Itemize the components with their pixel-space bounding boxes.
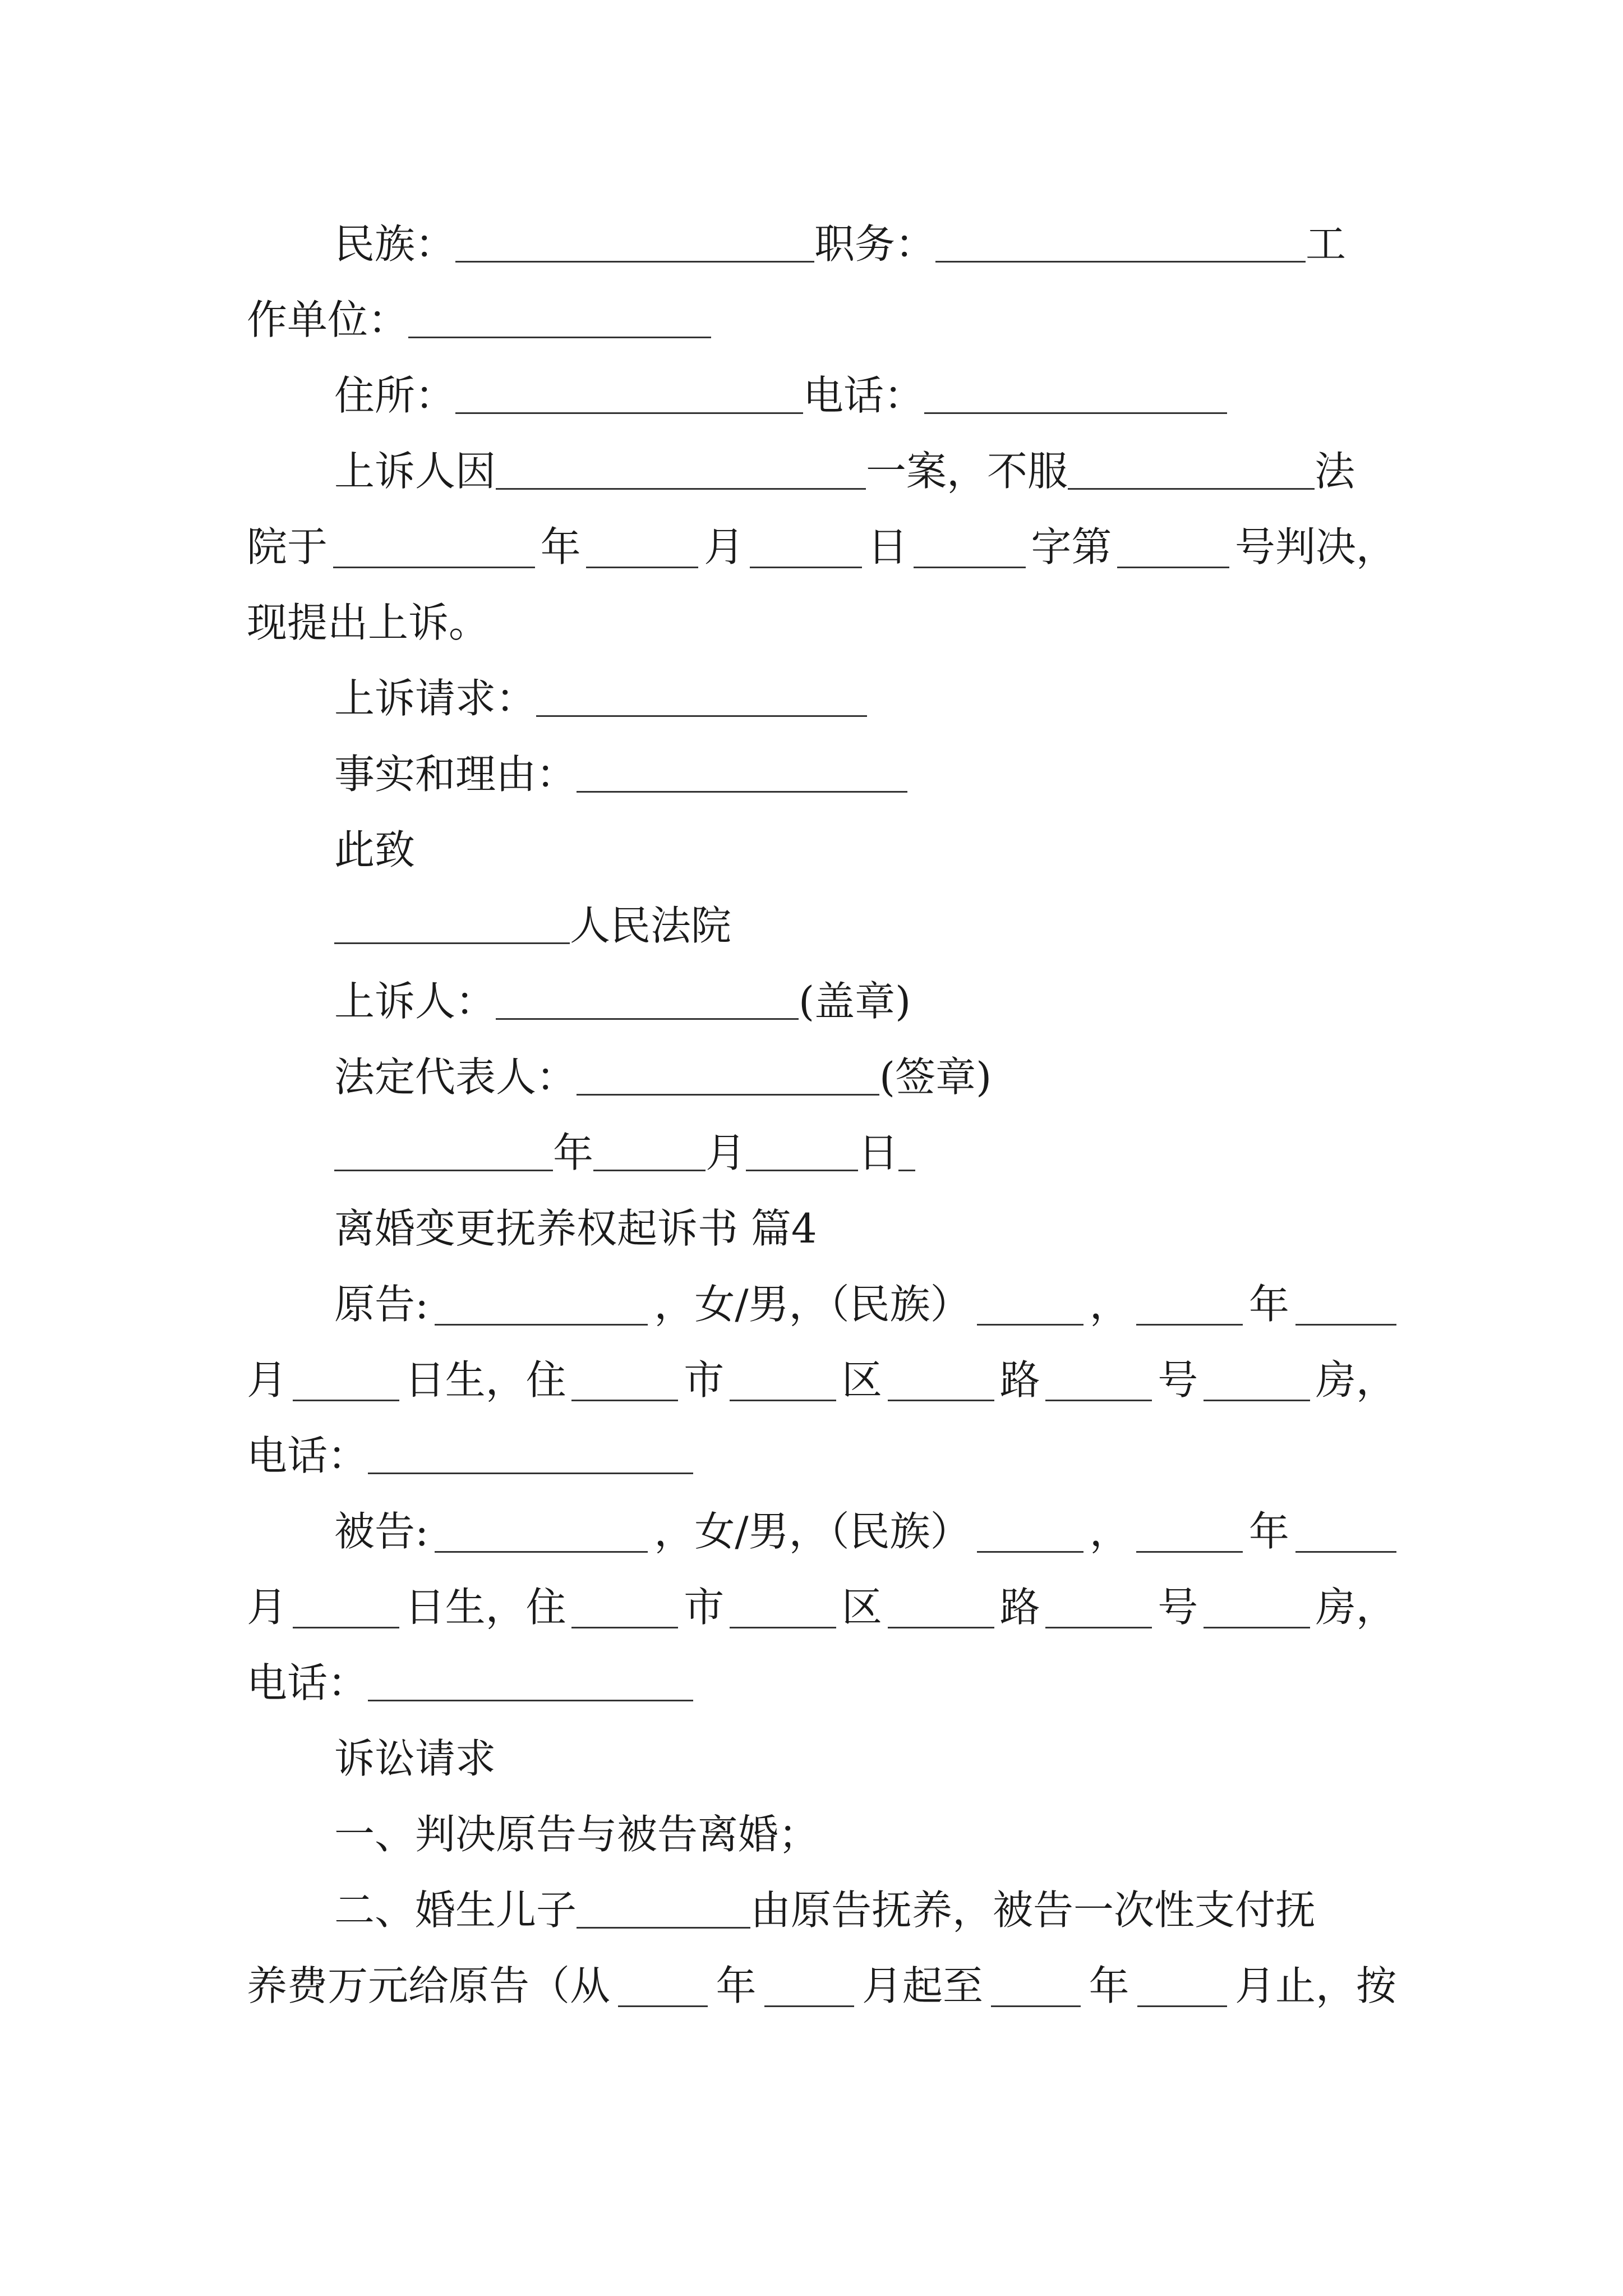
line-claims-heading (247, 1728, 1396, 1789)
text-to: 此致 (334, 826, 416, 873)
blank-d-room[interactable] (1204, 1586, 1310, 1628)
blank-defendant-month-cont[interactable] (1295, 1511, 1396, 1553)
label-address: 住所： (334, 372, 456, 419)
text-p-road: 路 (999, 1356, 1040, 1404)
text-month-until: 月起至 (861, 1962, 983, 2009)
line-defendant (247, 1501, 1396, 1562)
blank-day[interactable] (750, 526, 862, 568)
blank-p-district[interactable] (730, 1359, 836, 1401)
text-d-number: 号 (1158, 1584, 1198, 1631)
blank-defendant-phone[interactable] (368, 1659, 693, 1701)
line-claim-2-cont (247, 1955, 1396, 2017)
line-peoples-court (247, 895, 1396, 956)
line-appeal-request (247, 668, 1396, 729)
text-month-end: 月止，按 (1234, 1962, 1396, 2009)
line-to (247, 819, 1396, 881)
label-plaintiff: 原告: (334, 1281, 429, 1328)
blank-p-city[interactable] (571, 1359, 678, 1401)
label-plaintiff-phone: 电话： (247, 1432, 368, 1479)
line-appellant-seal (247, 970, 1396, 1032)
text-plaintiff-comma: ， (1089, 1281, 1130, 1328)
text-seal: (盖章) (799, 978, 911, 1025)
text-day: 日 (867, 523, 908, 570)
text-p-born: 日生，住 (404, 1356, 566, 1404)
blank-plaintiff-phone[interactable] (368, 1432, 693, 1474)
blank-ethnicity[interactable] (455, 220, 814, 263)
heading-divorce-custody: 离婚变更抚养权起诉书 篇4 (334, 1205, 817, 1252)
text-court-start: 法 (1315, 448, 1355, 495)
label-legal-rep: 法定代表人： (334, 1053, 577, 1101)
blank-from-year[interactable] (618, 1965, 708, 2007)
line-sign-date (247, 1122, 1396, 1184)
blank-d-road[interactable] (888, 1586, 994, 1628)
text-support-from: 养费万元给原告（从 (247, 1962, 611, 2009)
line-address-phone (247, 365, 1396, 426)
blank-sign-year[interactable] (334, 1129, 553, 1171)
blank-to-year[interactable] (991, 1965, 1081, 2007)
text-p-district: 区 (841, 1356, 882, 1404)
blank-case[interactable] (496, 448, 866, 490)
blank-plaintiff-month-cont[interactable] (1295, 1283, 1396, 1326)
text-claim-2-b: 由原告抚养，被告一次性支付抚 (750, 1887, 1316, 1934)
blank-sign-month[interactable] (593, 1129, 706, 1171)
text-defendant-year: 年 (1248, 1508, 1289, 1555)
label-work-start: 工 (1306, 220, 1347, 268)
blank-son-name[interactable] (577, 1887, 750, 1929)
blank-appeal-request[interactable] (536, 675, 867, 717)
blank-from-month[interactable] (764, 1965, 854, 2007)
blank-d-number[interactable] (1045, 1586, 1152, 1628)
line-workplace (247, 289, 1396, 351)
text-claim-1: 一、判决原告与被告离婚； (334, 1811, 819, 1858)
blank-d-city[interactable] (571, 1586, 678, 1628)
blank-workplace[interactable] (408, 296, 711, 338)
blank-address[interactable] (455, 372, 803, 414)
line-facts-reasons (247, 743, 1396, 805)
text-signature: (签章) (879, 1053, 992, 1101)
text-plaintiff-gender: ，女/男，（民族） (654, 1281, 971, 1328)
text-from-year: 年 (716, 1962, 757, 2009)
line-appeal-case (247, 440, 1396, 502)
text-p-city: 市 (684, 1356, 725, 1404)
blank-defendant-name[interactable] (435, 1511, 648, 1553)
text-word-no: 字第 (1031, 523, 1112, 570)
line-plaintiff-phone (247, 1425, 1396, 1487)
text-claim-2-a: 二、婚生儿子 (334, 1887, 577, 1934)
line-ethnicity-position (247, 213, 1396, 275)
text-d-district: 区 (841, 1584, 882, 1631)
text-peoples-court: 人民法院 (570, 902, 732, 949)
text-not-accept: 一案，不服 (866, 448, 1068, 495)
text-p-room: 房， (1315, 1356, 1396, 1404)
blank-phone[interactable] (924, 372, 1227, 414)
text-appellant-because: 上诉人因 (334, 448, 496, 495)
text-d-born: 日生，住 (404, 1584, 566, 1631)
blank-d-district[interactable] (730, 1586, 836, 1628)
blank-month[interactable] (586, 526, 698, 568)
text-month: 月 (704, 523, 745, 570)
label-appellant: 上诉人： (334, 978, 496, 1025)
text-plaintiff-year: 年 (1248, 1281, 1289, 1328)
section-heading (247, 1198, 1396, 1259)
label-facts-reasons: 事实和理由： (334, 751, 577, 798)
blank-position[interactable] (935, 220, 1306, 263)
text-sign-month: 月 (706, 1129, 746, 1176)
blank-p-room[interactable] (1204, 1359, 1310, 1401)
text-d-road: 路 (999, 1584, 1040, 1631)
label-defendant: 被告: (334, 1508, 429, 1555)
blank-court-name[interactable] (334, 902, 570, 944)
blank-plaintiff-ethnicity[interactable] (977, 1283, 1083, 1326)
blank-number[interactable] (1117, 526, 1229, 568)
text-d-month: 月 (247, 1584, 288, 1631)
text-court-on: 院于 (247, 523, 328, 570)
label-appeal-request: 上诉请求： (334, 675, 537, 722)
blank-sign-tail (898, 1129, 915, 1171)
line-plaintiff-address (247, 1349, 1396, 1411)
blank-defendant-ethnicity[interactable] (977, 1511, 1083, 1553)
blank-word[interactable] (914, 526, 1026, 568)
line-defendant-phone (247, 1652, 1396, 1714)
blank-year[interactable] (333, 526, 535, 568)
blank-plaintiff-name[interactable] (435, 1283, 648, 1326)
line-claim-1 (247, 1803, 1396, 1865)
label-workplace: 作单位： (247, 296, 409, 343)
blank-sign-day[interactable] (746, 1129, 858, 1171)
blank-p-number[interactable] (1045, 1359, 1152, 1401)
blank-defendant-year[interactable] (1136, 1511, 1243, 1553)
line-legal-rep (247, 1046, 1396, 1108)
text-judgment: 号判决， (1234, 523, 1396, 570)
text-p-month: 月 (247, 1356, 288, 1404)
line-plaintiff (247, 1273, 1396, 1335)
text-p-number: 号 (1158, 1356, 1198, 1404)
blank-d-day[interactable] (293, 1586, 399, 1628)
label-position: 职务： (814, 220, 936, 268)
line-appeal-now (247, 592, 1396, 654)
label-defendant-phone: 电话： (247, 1659, 368, 1706)
text-appeal-now: 现提出上诉。 (247, 599, 490, 646)
label-phone: 电话： (803, 372, 925, 419)
blank-plaintiff-year[interactable] (1136, 1283, 1243, 1326)
line-defendant-address (247, 1576, 1396, 1638)
text-d-room: 房， (1315, 1584, 1396, 1631)
text-year: 年 (540, 523, 581, 570)
line-claim-2 (247, 1879, 1396, 1941)
blank-p-road[interactable] (888, 1359, 994, 1401)
blank-facts-reasons[interactable] (577, 751, 907, 793)
heading-claims: 诉讼请求 (334, 1735, 496, 1782)
text-defendant-gender: ，女/男，（民族） (654, 1508, 971, 1555)
blank-court[interactable] (1068, 448, 1315, 490)
blank-appellant[interactable] (496, 978, 799, 1020)
text-d-city: 市 (684, 1584, 725, 1631)
line-judgment-date (247, 516, 1396, 578)
blank-legal-rep[interactable] (577, 1053, 879, 1096)
text-defendant-comma: ， (1089, 1508, 1130, 1555)
text-sign-year: 年 (553, 1129, 594, 1176)
blank-p-day[interactable] (293, 1359, 399, 1401)
text-sign-day: 日 (858, 1129, 899, 1176)
label-ethnicity: 民族： (334, 220, 456, 268)
blank-to-month[interactable] (1137, 1965, 1227, 2007)
text-to-year: 年 (1089, 1962, 1129, 2009)
